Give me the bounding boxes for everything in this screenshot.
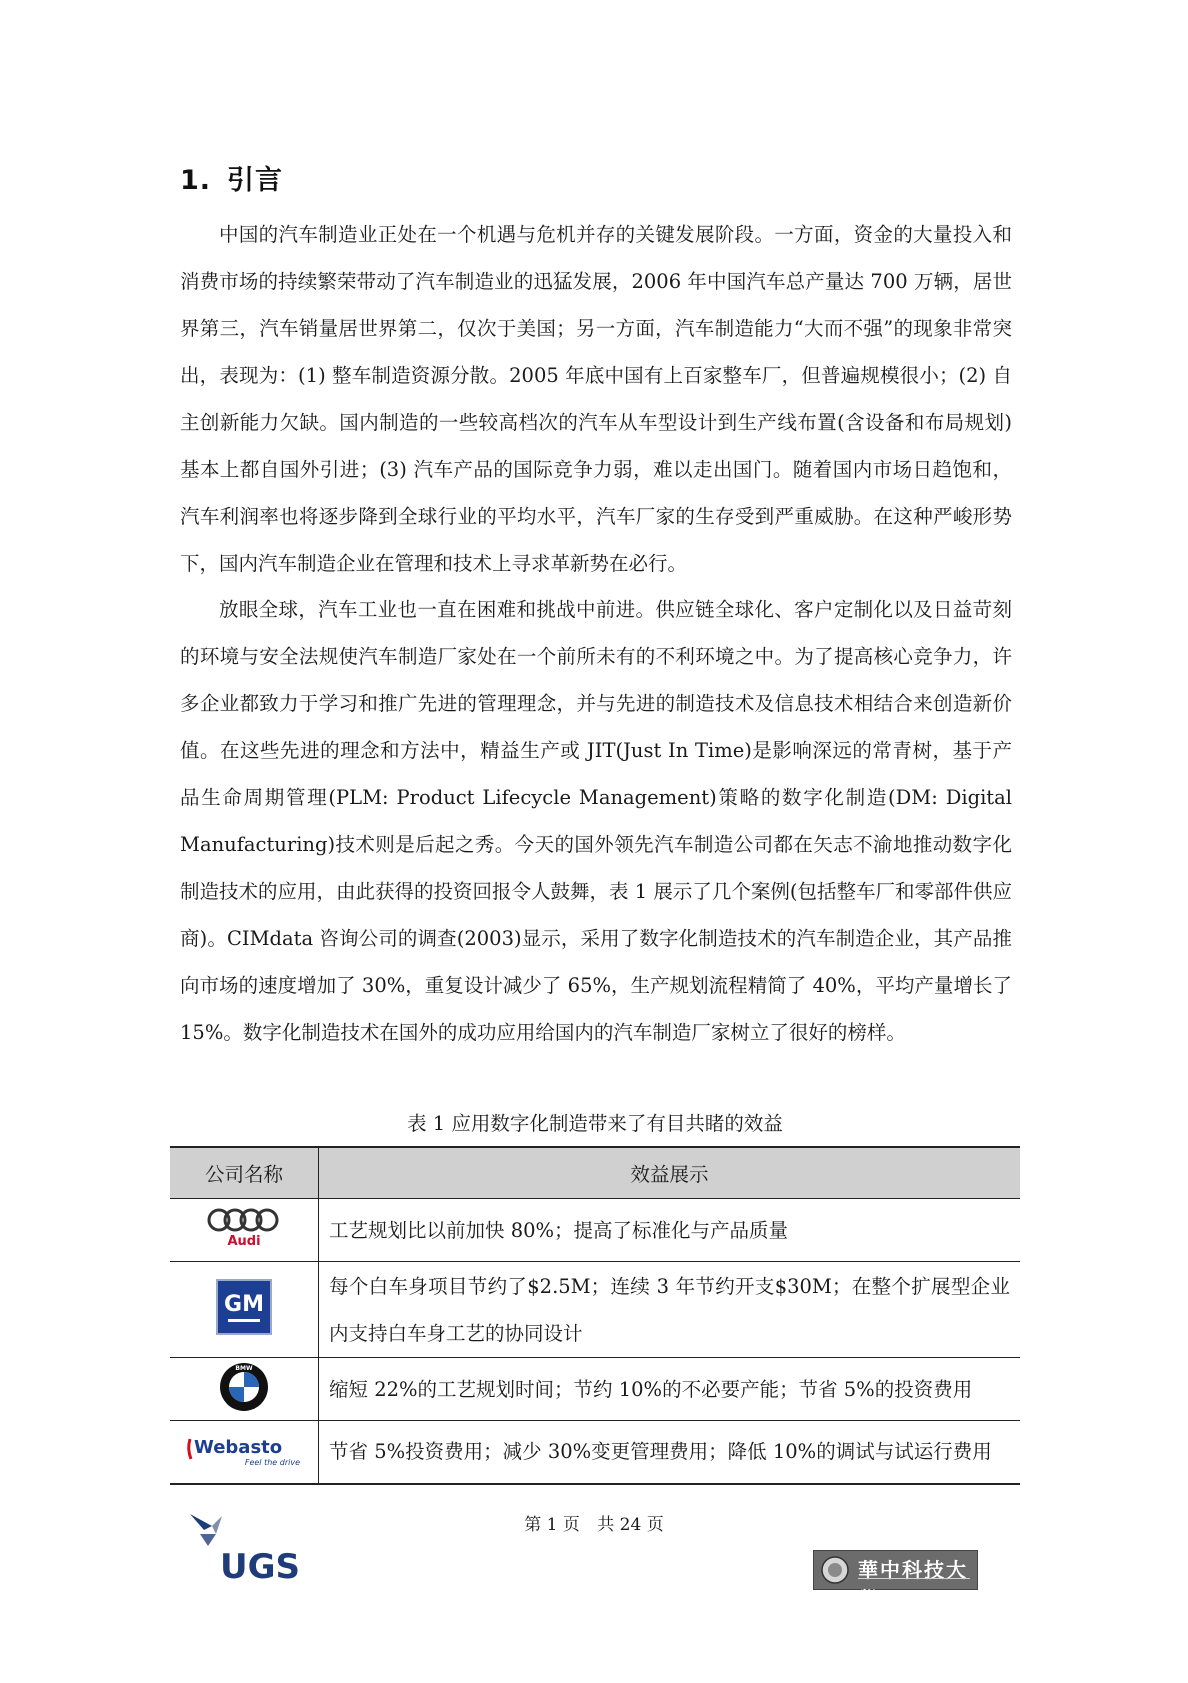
benefit-cell: 缩短 22%的工艺规划时间；节约 10%的不必要产能；节省 5%的投资费用 [319,1358,1021,1421]
gm-logo-text: GM [224,1292,264,1317]
company-cell [170,1358,319,1421]
table-row [170,1262,1020,1358]
hust-logo-text: 華中科技大學 [858,1558,968,1611]
audi-logo [206,1206,282,1250]
paragraph-1: 中国的汽车制造业正处在一个机遇与危机并存的关键发展阶段。一方面，资金的大量投入和消费市场的持续繁荣带动了汽车制造业的迅猛发展，2006 年中国汽车总产量达 700 万辆，居世界第三，汽车销量居世界第二，仅次于美国；另一方面，汽车制造能力“大而不强”的现象非常突出，表现为：(1) 整车制造资源分散。2005 年底中国有上百家整车厂，但普遍规模很小；(2) 自主创新能力欠缺。国内制造的一些较高档次的汽车从车型设计到生产线布置(含设备和布局规划)基本上都自国外引进；(3) 汽车产品的国际竞争力弱，难以走出国门。随着国内市场日趋饱和，汽车利润率也将逐步降到全球行业的平均水平，汽车厂家的生存受到严重威胁。在这种严峻形势下，国内汽车制造企业在管理和技术上寻求革新势在必行。 [180,223,1012,575]
page-current: 第 1 页 [524,1515,580,1535]
benefit-cell: 节省 5%投资费用；减少 30%变更管理费用；降低 10%的调试与试运行费用 [319,1421,1021,1484]
header-company: 公司名称 [170,1147,319,1199]
gm-logo [216,1279,272,1335]
table-row [170,1358,1020,1421]
section-title: 引言 [227,165,284,196]
hust-logo-subtitle-line [858,1578,970,1583]
table-row [170,1199,1020,1262]
company-cell [170,1421,319,1484]
webasto-logo [184,1429,304,1469]
table-header-row [170,1147,1020,1199]
page-total: 共 24 页 [597,1515,664,1535]
ugs-logo-text: UGS [220,1547,301,1587]
page-number [0,1510,1188,1535]
section-number: 1. [180,165,212,196]
audi-logo-text: Audi [227,1233,261,1249]
header-benefit: 效益展示 [319,1147,1021,1199]
paragraph-2: 放眼全球，汽车工业也一直在困难和挑战中前进。供应链全球化、客户定制化以及日益苛刻的环境与安全法规使汽车制造厂家处在一个前所未有的不利环境之中。为了提高核心竞争力，许多企业都致力于学习和推广先进的管理理念，并与先进的制造技术及信息技术相结合来创造新价值。在这些先进的理念和方法中，精益生产或 JIT(Just In Time)是影响深远的常青树，基于产品生命周期管理(PLM: Product Lifecycle Management)策略的数字化制造(DM: Digital Manufacturing)技术则是后起之秀。今天的国外领先汽车制造公司都在矢志不渝地推动数字化制造技术的应用，由此获得的投资回报令人鼓舞，表 1 展示了几个案例(包括整车厂和零部件供应商)。CIMdata 咨询公司的调查(2003)显示，采用了数字化制造技术的汽车制造企业，其产品推向市场的速度增加了 30%，重复设计减少了 65%，生产规划流程精简了 40%，平均产量增长了 15%。数字化制造技术在国外的成功应用给国内的汽车制造厂家树立了很好的榜样。 [180,598,1012,1044]
benefits-table [170,1146,1020,1485]
table-row [170,1421,1020,1484]
bmw-logo-text: BMW [235,1364,253,1372]
benefit-cell: 每个白车身项目节约了$2.5M；连续 3 年节约开支$30M；在整个扩展型企业内支持白车身工艺的协同设计 [319,1262,1021,1358]
webasto-slogan: Feel the drive [244,1458,300,1468]
hust-logo [813,1550,978,1611]
bmw-logo [218,1361,270,1413]
university-seal-icon [820,1555,850,1585]
company-cell [170,1199,319,1262]
webasto-logo-text: Webasto [194,1437,283,1459]
company-cell [170,1262,319,1358]
benefit-cell: 工艺规划比以前加快 80%；提高了标准化与产品质量 [319,1199,1021,1262]
section-heading [180,158,283,197]
ugs-logo [186,1510,316,1594]
table-caption: 表 1 应用数字化制造带来了有目共睹的效益 [407,1112,783,1135]
